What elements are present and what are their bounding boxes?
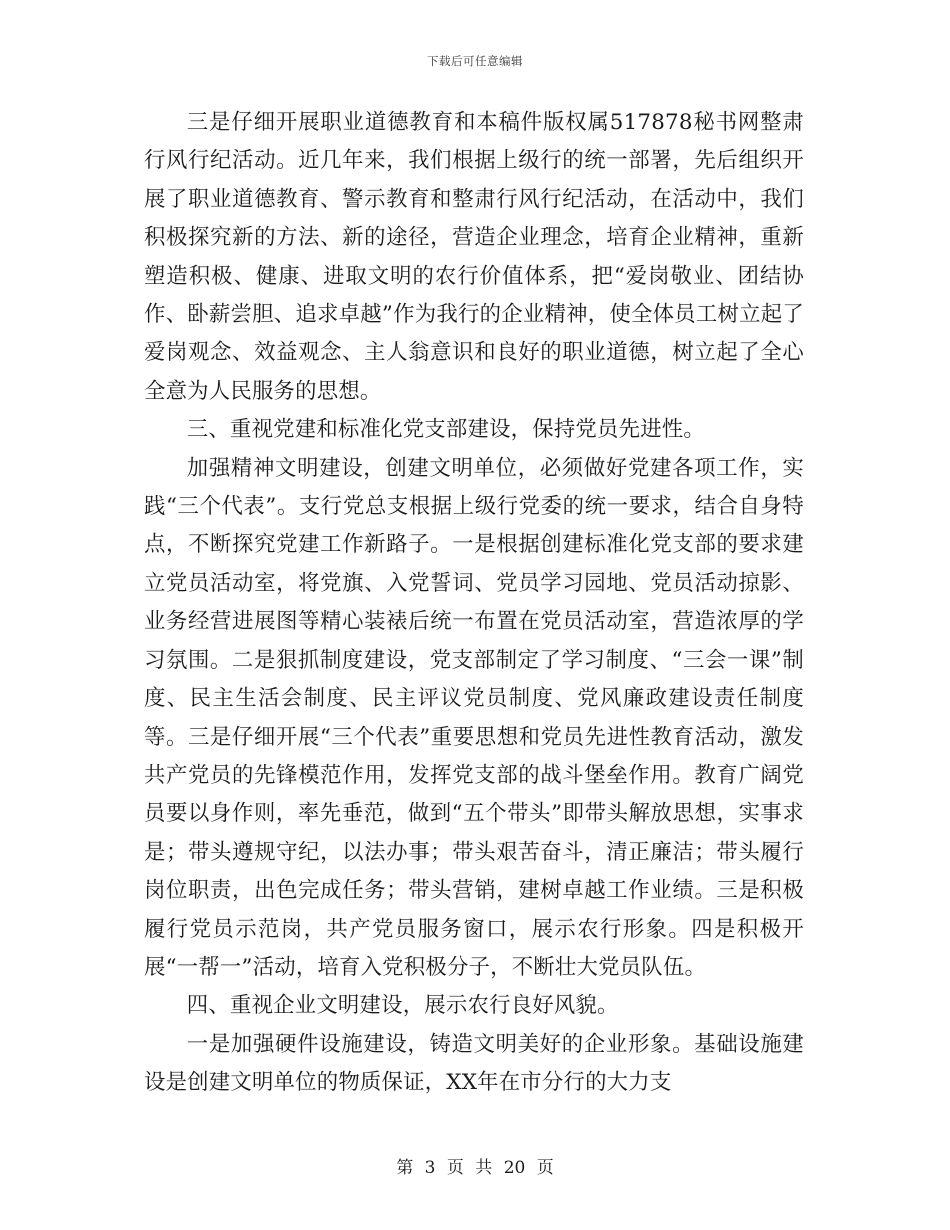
paragraph-1: 三是仔细开展职业道德教育和本稿件版权属517878秘书网整肃行风行纪活动。近几年来，我们根据上级行的统一部署，先后组织开展了职业道德教育、警示教育和整肃行风行纪活动，在活动中，我们积极探究新的方法、新的途径，营造企业理念，培育企业精神，重新塑造积极、健康、进取文明的农行价值体系，把“爱岗敬业、团结协作、卧薪尝胆、追求卓越”作为我行的企业精神，使全体员工树立起了爱岗观念、效益观念、主人翁意识和良好的职业道德，树立起了全心全意为人民服务的思想。 <box>144 110 804 404</box>
section-heading-4: 四、重视企业文明建设，展示农行良好风貌。 <box>186 993 619 1019</box>
paragraph-3: 一是加强硬件设施建设，铸造文明美好的企业形象。基础设施建设是创建文明单位的物质保证，XX年在市分行的大力支 <box>144 1031 804 1096</box>
page-header: 下载后可任意编辑 <box>427 54 523 68</box>
document-body <box>144 104 804 1103</box>
page-number-footer: 第 3 页 共 20 页 <box>396 1158 554 1178</box>
paragraph-2: 加强精神文明建设，创建文明单位，必须做好党建各项工作，实践“三个代表”。支行党总支根据上级行党委的统一要求，结合自身特点，不断探究党建工作新路子。一是根据创建标准化党支部的要求建立党员活动室，将党旗、入党誓词、党员学习园地、党员活动掠影、业务经营进展图等精心装裱后统一布置在党员活动室，营造浓厚的学习氛围。二是狠抓制度建设，党支部制定了学习制度、“三会一课”制度、民主生活会制度、民主评议党员制度、党风廉政建设责任制度等。三是仔细开展“三个代表”重要思想和党员先进性教育活动，激发共产党员的先锋模范作用，发挥党支部的战斗堡垒作用。教育广阔党员要以身作则，率先垂范，做到“五个带头”即带头解放思想，实事求是；带头遵规守纪，以法办事；带头艰苦奋斗，清正廉洁；带头履行岗位职责，出色完成任务；带头营销，建树卓越工作业绩。三是积极履行党员示范岗，共产党员服务窗口，展示农行形象。四是积极开展“一帮一”活动，培育入党积极分子，不断壮大党员队伍。 <box>144 455 804 980</box>
section-heading-3: 三、重视党建和标准化党支部建设，保持党员先进性。 <box>186 417 705 443</box>
